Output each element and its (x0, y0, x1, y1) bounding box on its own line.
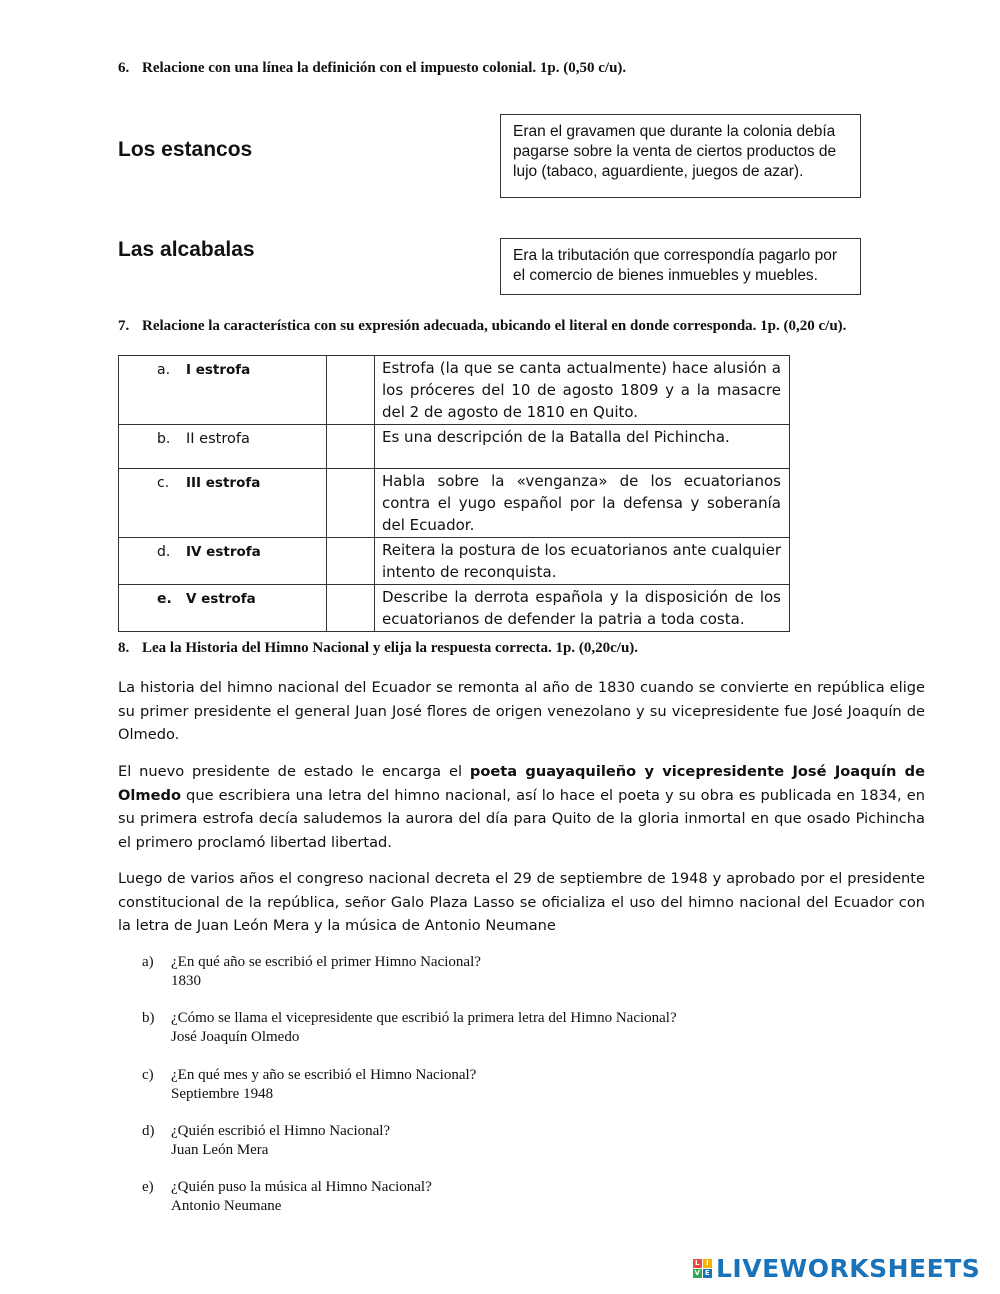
history-paragraph-2 (118, 760, 925, 854)
definition-box-1[interactable]: Eran el gravamen que durante la colonia debía pagarse sobre la venta de ciertos productos de lujo (tabaco, aguardiente, juegos de azar). (500, 114, 861, 198)
answer-input-cell[interactable] (327, 469, 375, 538)
row-description-cell (375, 538, 790, 585)
q8-title (118, 640, 638, 657)
question-letter: b) (142, 1010, 155, 1026)
row-label: I estrofa (186, 362, 251, 378)
question-item (142, 1122, 842, 1162)
row-description: Reitera la postura de los ecuatorianos ante cualquier intento de reconquista. (382, 541, 781, 581)
row-letter: a. (157, 362, 171, 378)
question-item (142, 1009, 842, 1049)
question-text: ¿En qué año se escribió el primer Himno Nacional? (171, 954, 481, 970)
term-alcabalas[interactable]: Las alcabalas (118, 238, 255, 261)
answer-field[interactable]: Septiembre 1948 (171, 1086, 274, 1102)
row-letter: e. (157, 591, 172, 607)
question-item (142, 953, 842, 993)
row-label: II estrofa (186, 431, 250, 447)
table-row (119, 469, 790, 538)
row-letter: d. (157, 544, 171, 560)
question-text: ¿Quién escribió el Himno Nacional? (171, 1123, 391, 1139)
row-label: III estrofa (186, 475, 261, 491)
answer-input-cell[interactable] (327, 538, 375, 585)
q6-number: 6. (118, 60, 130, 76)
paragraph-2-bold: poeta guayaquileño y vicepresidente José Joaquín de Olmedo (118, 763, 925, 804)
row-description: Habla sobre la «venganza» de los ecuatorianos contra el yugo español por la defensa y soberanía del Ecuador. (382, 472, 781, 534)
row-label-cell (119, 425, 327, 469)
question-text: ¿En qué mes y año se escribió el Himno Nacional? (171, 1067, 477, 1083)
row-description-cell (375, 469, 790, 538)
logo-mark-icon: L I V E (694, 1259, 711, 1277)
answer-input-cell[interactable] (327, 356, 375, 425)
question-letter: c) (142, 1067, 154, 1083)
question-item (142, 1066, 842, 1106)
row-description-cell (375, 425, 790, 469)
question-letter: e) (142, 1179, 154, 1195)
q6-title-text: Relacione con una línea la definición con el impuesto colonial. 1p. (0,50 c/u). (142, 60, 627, 76)
definition-box-2[interactable]: Era la tributación que correspondía pagarlo por el comercio de bienes inmuebles y muebles. (500, 238, 861, 295)
row-description: Describe la derrota española y la disposición de los ecuatorianos de defender la patria a toda costa. (382, 588, 781, 628)
paragraph-2-end: que escribiera una letra del himno nacional, así lo hace el poeta y su obra es publicada en 1834, en su primera estrofa decía saludemos la aurora del día para Quito de la gloria inmortal en que osado Pichincha el primero proclamó libertad libertad. (118, 786, 925, 851)
q8-number: 8. (118, 640, 130, 656)
table-row (119, 356, 790, 425)
row-label: IV estrofa (186, 544, 261, 560)
q6-title (118, 60, 626, 77)
row-description-cell (375, 356, 790, 425)
question-letter: a) (142, 954, 154, 970)
history-paragraph-3: Luego de varios años el congreso nacional decreta el 29 de septiembre de 1948 y aprobado por el presidente constitucional de la república, señor Galo Plaza Lasso se oficializa el uso del himno nacional del Ecuador con la letra de Juan León Mera y la música de Antonio Neumane (118, 870, 925, 934)
question-text: ¿Cómo se llama el vicepresidente que escribió la primera letra del Himno Nacional? (171, 1010, 677, 1026)
row-label-cell (119, 356, 327, 425)
answer-field[interactable]: José Joaquín Olmedo (171, 1029, 300, 1045)
q7-title-text: Relacione la característica con su expresión adecuada, ubicando el literal en donde corresponda. 1p. (0,20 c/u). (142, 318, 847, 334)
row-description: Es una descripción de la Batalla del Pichincha. (382, 428, 730, 446)
row-label-cell (119, 469, 327, 538)
answer-field[interactable]: 1830 (171, 973, 201, 989)
row-description-cell (375, 585, 790, 632)
q7-number: 7. (118, 318, 130, 334)
answer-input-cell[interactable] (327, 425, 375, 469)
row-letter: c. (157, 475, 170, 491)
row-label: V estrofa (186, 591, 256, 607)
table-row (119, 425, 790, 469)
row-description: Estrofa (la que se canta actualmente) hace alusión a los próceres del 10 de agosto 1809 y a la masacre del 2 de agosto de 1810 en Quito. (382, 359, 781, 421)
answer-field[interactable]: Antonio Neumane (171, 1198, 282, 1214)
q7-title (118, 318, 846, 335)
answer-field[interactable]: Juan León Mera (171, 1142, 269, 1158)
term-estancos[interactable]: Los estancos (118, 138, 253, 161)
question-item (142, 1178, 842, 1218)
row-letter: b. (157, 431, 171, 447)
history-paragraph-1: La historia del himno nacional del Ecuador se remonta al año de 1830 cuando se convierte en república elige su primer presidente el general Juan José flores de origen venezolano y su vicepresidente fue José Joaquín de Olmedo. (118, 679, 925, 743)
question-text: ¿Quién puso la música al Himno Nacional? (171, 1179, 432, 1195)
question-letter: d) (142, 1123, 155, 1139)
logo-text: LIVEWORKSHEETS (716, 1254, 981, 1283)
row-label-cell (119, 585, 327, 632)
table-row (119, 538, 790, 585)
table-row (119, 585, 790, 632)
q8-title-text: Lea la Historia del Himno Nacional y elija la respuesta correcta. 1p. (0,20c/u). (142, 640, 639, 656)
paragraph-2-start: El nuevo presidente de estado le encarga el (118, 763, 470, 780)
matching-table (118, 355, 790, 632)
answer-input-cell[interactable] (327, 585, 375, 632)
liveworksheets-logo (693, 1254, 980, 1283)
row-label-cell (119, 538, 327, 585)
